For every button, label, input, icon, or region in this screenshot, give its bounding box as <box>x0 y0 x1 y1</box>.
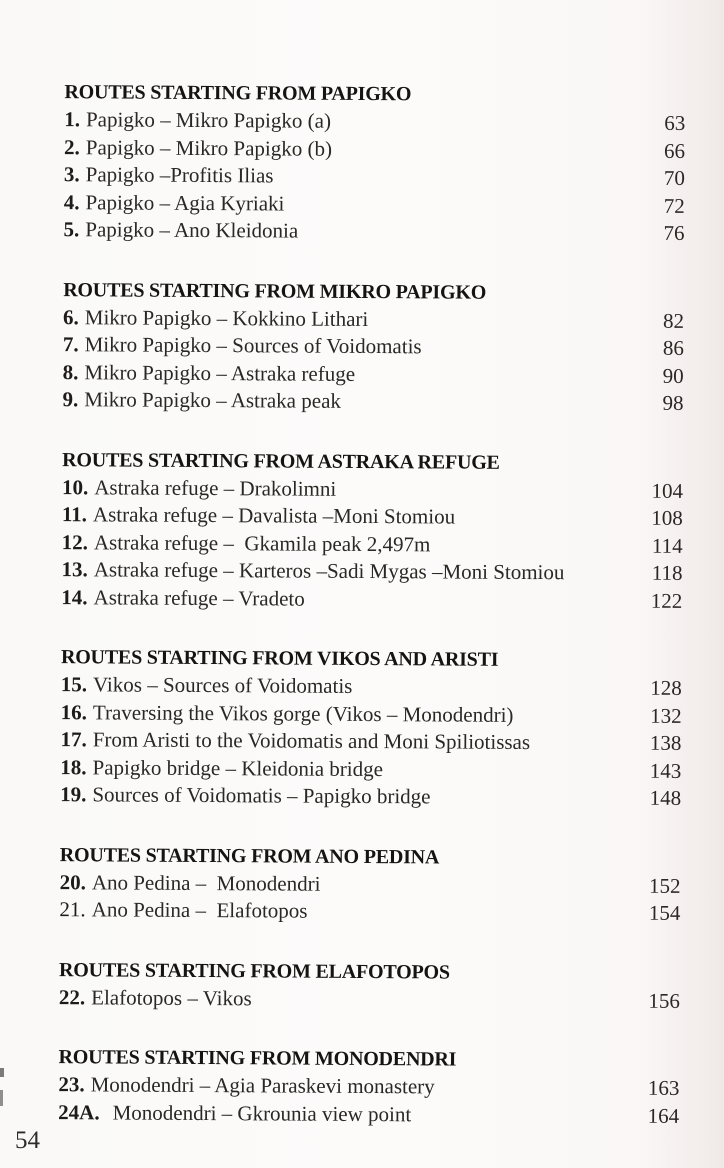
toc-item-text <box>64 216 299 245</box>
scan-edge-artifact <box>0 1068 4 1077</box>
toc-item-text <box>59 984 252 1013</box>
toc-item-number: 10. <box>61 474 89 499</box>
toc-item-title: Papigko –Profitis Ilias <box>85 162 274 188</box>
toc-item-number: 19. <box>60 782 87 807</box>
toc-item-number: 24A. <box>58 1099 100 1124</box>
toc-item-number: 17. <box>60 727 87 752</box>
toc-section-items <box>60 671 682 812</box>
toc-item-title: Sources of Voidomatis – Papigko bridge <box>92 782 431 809</box>
toc-item-text <box>61 556 564 587</box>
toc-section-items <box>61 474 683 615</box>
toc-item <box>62 501 683 532</box>
toc-item-number: 21. <box>59 897 86 922</box>
toc-item-page-number: 163 <box>647 1075 680 1100</box>
toc-item-number: 12. <box>61 529 89 554</box>
toc-item-number: 4. <box>63 189 80 214</box>
toc-item <box>62 529 683 560</box>
toc-item <box>59 984 680 1015</box>
toc-section-items <box>64 106 686 247</box>
toc-item-number: 9. <box>62 387 79 412</box>
toc-item-page-number: 70 <box>663 165 685 190</box>
toc-item-text <box>61 671 353 700</box>
toc-section <box>60 643 682 812</box>
toc-item-page-number: 76 <box>663 220 685 245</box>
toc-item-title: Astraka refuge – Vradeto <box>93 584 305 611</box>
toc-item <box>64 216 685 247</box>
toc-item-page-number: 90 <box>662 363 684 388</box>
toc-item-text <box>62 386 341 415</box>
toc-section <box>64 78 686 247</box>
toc-item-title: Papigko – Mikro Papigko (a) <box>85 107 332 133</box>
toc-item-number: 18. <box>60 754 87 779</box>
toc-item-text <box>64 189 285 218</box>
toc-item-title: Papigko – Mikro Papigko (b) <box>85 134 333 161</box>
toc-item-page-number: 104 <box>651 478 684 503</box>
toc-item-number: 23. <box>58 1072 85 1097</box>
toc-section <box>58 1043 679 1130</box>
toc-section-heading: ROUTES STARTING FROM MIKRO PAPIGKO <box>63 278 487 304</box>
toc-item <box>61 584 682 615</box>
toc-item-title: Traversing the Vikos gorge (Vikos – Monodendri) <box>92 699 514 727</box>
toc-item-title: Ano Pedina – Monodendri <box>91 869 321 896</box>
toc-section <box>62 276 684 418</box>
toc-item-number: 14. <box>61 584 88 609</box>
toc-section <box>59 956 680 1015</box>
toc-item-text <box>61 699 514 729</box>
toc-item-number: 6. <box>62 304 79 329</box>
toc-section-items <box>58 1071 679 1130</box>
toc-item-text <box>58 1099 411 1129</box>
toc-section-heading: ROUTES STARTING FROM PAPIGKO <box>64 81 412 106</box>
toc-item <box>64 134 685 165</box>
toc-item-number: 16. <box>60 699 87 724</box>
toc-item-text <box>63 359 356 388</box>
toc-item-title: Papigko – Agia Kyriaki <box>85 189 285 215</box>
toc-item-page-number: 82 <box>662 308 685 333</box>
toc-item <box>60 869 681 900</box>
toc-section-heading: ROUTES STARTING FROM MONODENDRI <box>58 1046 457 1071</box>
toc-item-title: Papigko bridge – Kleidonia bridge <box>92 754 384 781</box>
toc-item-text <box>62 529 431 559</box>
toc-item-text <box>63 304 368 333</box>
toc-item-text <box>61 584 305 613</box>
toc-item <box>61 556 682 587</box>
toc-item <box>63 331 684 362</box>
toc-item-page-number: 63 <box>664 110 686 135</box>
toc-item-title: Monodendri – Gkrounia view point <box>112 1099 412 1126</box>
toc-item <box>59 896 680 927</box>
toc-section-heading: ROUTES STARTING FROM ASTRAKA REFUGE <box>62 448 500 474</box>
toc-item-title: Mikro Papigko – Astraka refuge <box>84 359 356 386</box>
toc-item-text <box>62 474 336 503</box>
toc-item <box>58 1071 679 1102</box>
toc-item-number: 2. <box>64 134 80 159</box>
toc-item-title: Astraka refuge – Gkamila peak 2,497m <box>93 529 431 556</box>
toc-item-text <box>59 896 307 925</box>
toc-item-number: 5. <box>63 217 80 242</box>
toc-item-page-number: 143 <box>649 758 682 783</box>
toc-section-heading: ROUTES STARTING FROM ANO PEDINA <box>59 843 440 868</box>
toc-item-title: Ano Pedina – Elafotopos <box>91 897 308 923</box>
toc-item-number: 22. <box>58 984 86 1009</box>
toc-item-text <box>64 161 274 190</box>
toc-item-page-number: 122 <box>650 588 683 613</box>
toc-item <box>61 671 682 702</box>
toc-item-number: 3. <box>63 162 80 187</box>
toc-item-page-number: 154 <box>648 900 681 925</box>
toc-item-page-number: 86 <box>662 335 684 360</box>
toc-section-heading: ROUTES STARTING FROM VIKOS AND ARISTI <box>60 646 499 671</box>
toc-item-page-number: 152 <box>649 873 681 898</box>
toc-item-page-number: 156 <box>648 988 680 1013</box>
toc-item-page-number: 108 <box>651 505 683 530</box>
toc-item <box>61 699 682 730</box>
toc-item-page-number: 138 <box>649 730 682 755</box>
toc-item <box>63 359 684 390</box>
toc-item <box>64 189 685 220</box>
toc-item-title: Astraka refuge – Davalista –Moni Stomiou <box>92 502 456 529</box>
toc-item-title: Astraka refuge – Karteros –Sadi Mygas –Moni Stomiou <box>93 557 565 585</box>
toc-item-title: Astraka refuge – Drakolimni <box>94 474 337 501</box>
toc-item-page-number: 66 <box>664 138 686 163</box>
toc-item-text <box>58 1071 435 1101</box>
toc-item-text <box>60 869 321 898</box>
toc-item-text <box>60 726 530 756</box>
toc-item-number: 20. <box>59 869 86 894</box>
toc-section-items <box>59 869 680 928</box>
toc-item-page-number: 114 <box>651 533 683 558</box>
scan-edge-artifact <box>0 1090 3 1106</box>
toc-section <box>59 841 680 928</box>
toc-item-number: 13. <box>61 557 88 582</box>
toc-item <box>58 1099 679 1130</box>
toc-item <box>62 474 683 505</box>
toc-item-number: 7. <box>62 332 79 357</box>
toc-item-title: Mikro Papigko – Astraka peak <box>84 387 342 413</box>
toc-item-page-number: 128 <box>650 675 682 700</box>
toc-item-text <box>60 781 431 811</box>
toc-item-text <box>64 134 332 163</box>
toc-item-title: Mikro Papigko – Kokkino Lithari <box>84 304 369 331</box>
toc-item-text <box>63 331 422 361</box>
toc-item-page-number: 72 <box>663 193 685 218</box>
toc-item-title: Vikos – Sources of Voidomatis <box>92 672 353 698</box>
toc-item-number: 1. <box>64 107 81 132</box>
toc-section-items <box>59 984 680 1015</box>
toc-item-page-number: 164 <box>647 1103 680 1128</box>
toc-item-page-number: 118 <box>651 560 683 585</box>
toc-item-text <box>60 754 383 783</box>
toc-item <box>64 106 685 137</box>
toc-item-title: Papigko – Ano Kleidonia <box>85 217 299 243</box>
toc-item-title: Elafotopos – Vikos <box>91 984 252 1010</box>
toc-section-heading: ROUTES STARTING FROM ELAFOTOPOS <box>59 958 450 984</box>
toc-item <box>62 386 683 417</box>
toc-item-page-number: 132 <box>650 703 682 728</box>
toc-item-text <box>62 501 455 531</box>
toc-section-items <box>62 304 684 418</box>
toc-item <box>63 304 684 335</box>
toc-item-title: Mikro Papigko – Sources of Voidomatis <box>84 332 422 359</box>
toc-item-page-number: 98 <box>662 390 684 415</box>
toc-item-title: From Aristi to the Voidomatis and Moni Spiliotissas <box>92 727 531 755</box>
toc-item-title: Monodendri – Agia Paraskevi monastery <box>90 1072 435 1099</box>
toc-item <box>60 754 681 785</box>
toc-item-number: 15. <box>60 672 88 697</box>
toc-item-number: 8. <box>62 359 79 384</box>
toc-item-text <box>64 106 331 135</box>
toc-item <box>60 726 681 757</box>
toc-item <box>64 161 685 192</box>
toc-section <box>61 446 683 615</box>
toc-item-page-number: 148 <box>649 785 682 810</box>
toc-item-number: 11. <box>61 502 88 527</box>
toc-item <box>60 781 681 812</box>
page-number: 54 <box>15 1127 40 1154</box>
